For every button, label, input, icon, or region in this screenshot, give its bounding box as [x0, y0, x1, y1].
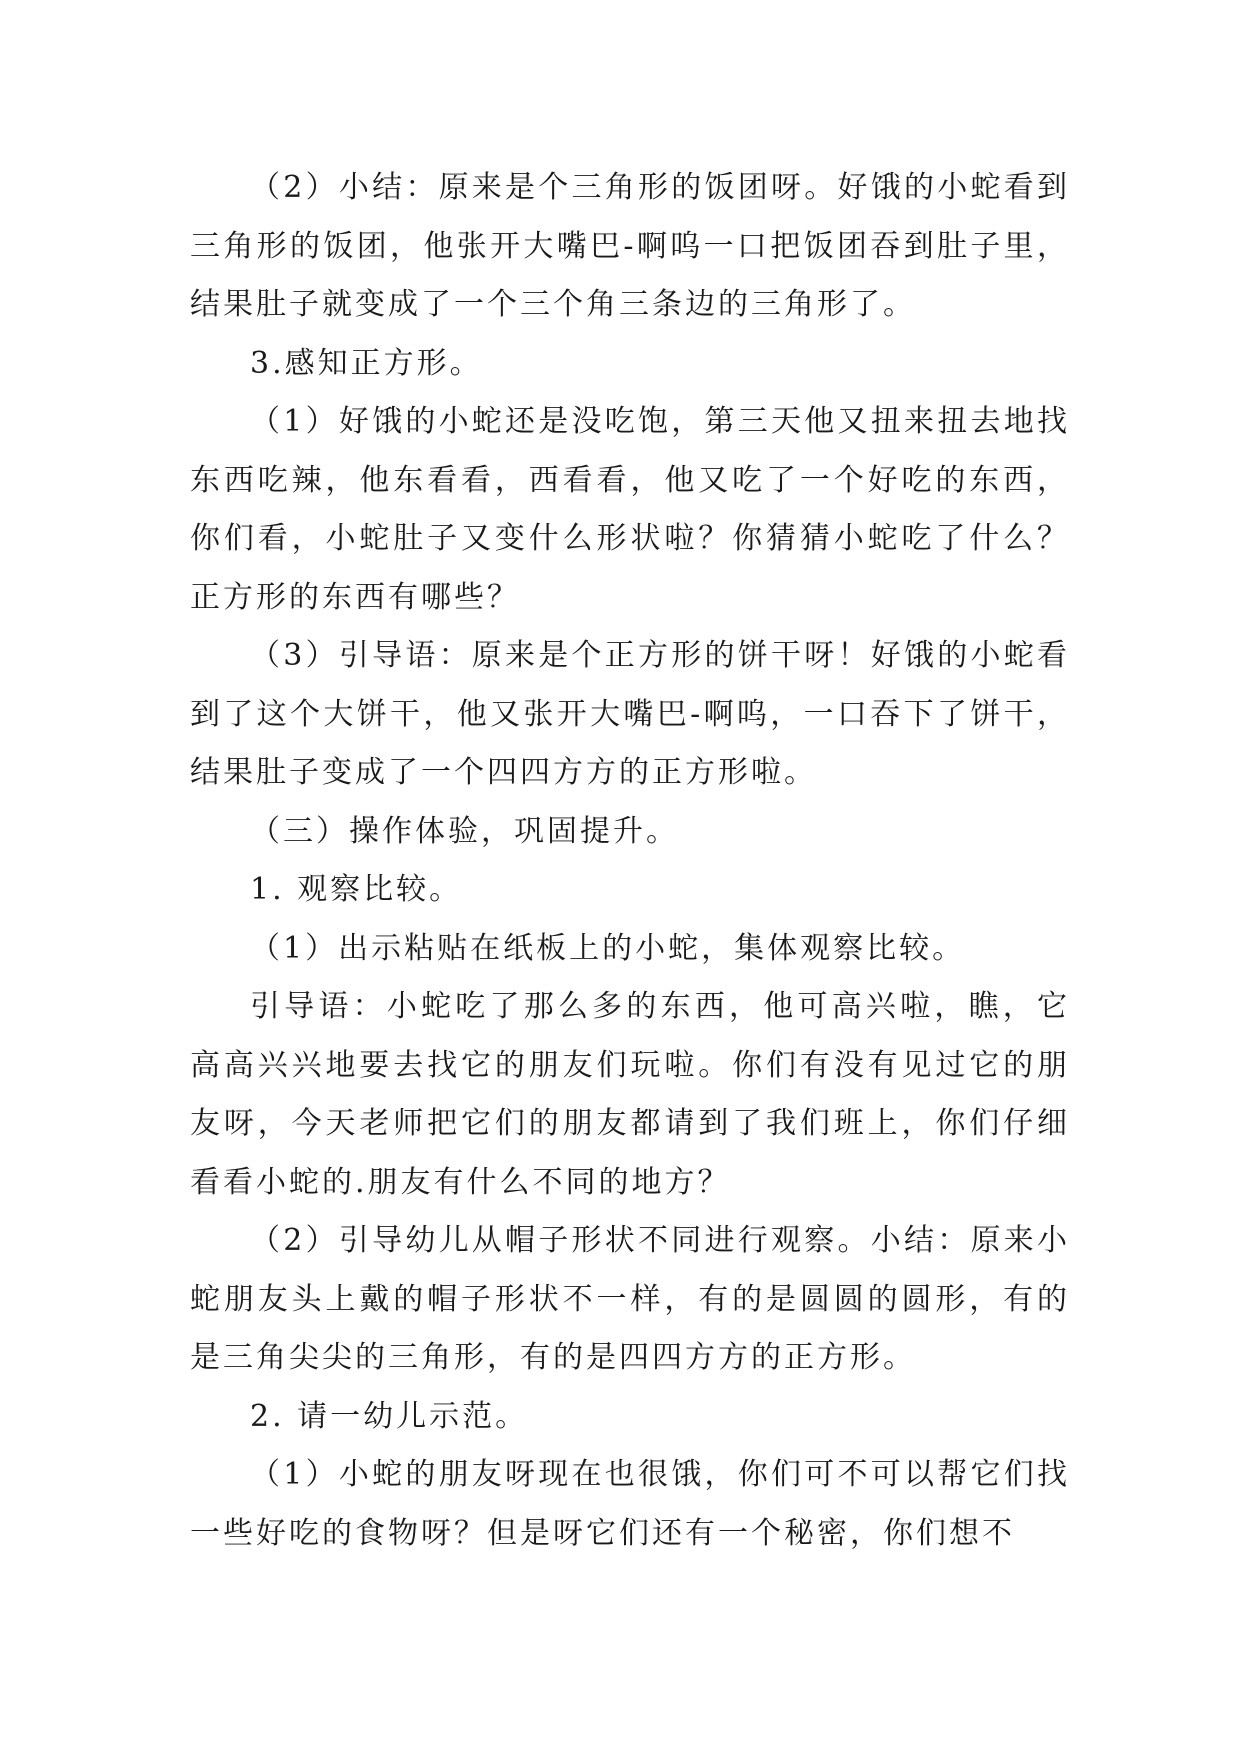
paragraph-summary-triangle: （2）小结：原来是个三角形的饭团呀。好饿的小蛇看到三角形的饭团，他张开大嘴巴-啊呜一口把饭团吞到肚子里，结果肚子就变成了一个三个角三条边的三角形了。 [190, 170, 1070, 322]
paragraph-heading-observe: 1. 观察比较。 [250, 872, 463, 907]
paragraph-observe-show: （1）出示粘贴在纸板上的小蛇，集体观察比较。 [250, 930, 966, 966]
paragraph-heading-square: 3.感知正方形。 [250, 345, 483, 381]
document-body [190, 159, 1070, 1563]
paragraph-guide-friends: 引导语：小蛇吃了那么多的东西，他可高兴啦，瞧，它高高兴兴地要去找它的朋友们玩啦。你们有没有见过它的朋友呀，今天老师把它们的朋友都请到了我们班上，你们仔细看看小蛇的.朋友有什么不同的地方？ [190, 989, 1070, 1200]
paragraph-square-story: （1）好饿的小蛇还是没吃饱，第三天他又扭来扭去地找东西吃辣，他东看看，西看看，他又吃了一个好吃的东西，你们看，小蛇肚子又变什么形状啦？你猜猜小蛇吃了什么？正方形的东西有哪些？ [190, 404, 1070, 615]
paragraph-square-guide: （3）引导语：原来是个正方形的饼干呀！好饿的小蛇看到了这个大饼干，他又张开大嘴巴-啊呜，一口吞下了饼干，结果肚子变成了一个四四方方的正方形啦。 [190, 638, 1070, 790]
paragraph-heading-operation: （三）操作体验，巩固提升。 [250, 813, 679, 849]
paragraph-heading-demo: 2. 请一幼儿示范。 [250, 1398, 529, 1434]
paragraph-hat-summary: （2）引导幼儿从帽子形状不同进行观察。小结：原来小蛇朋友头上戴的帽子形状不一样，有的是圆圆的圆形，有的是三角尖尖的三角形，有的是四四方方的正方形。 [190, 1223, 1070, 1375]
paragraph-demo-food: （1）小蛇的朋友呀现在也很饿，你们可不可以帮它们找一些好吃的食物呀？但是呀它们还有一个秘密，你们想不 [190, 1457, 1070, 1551]
